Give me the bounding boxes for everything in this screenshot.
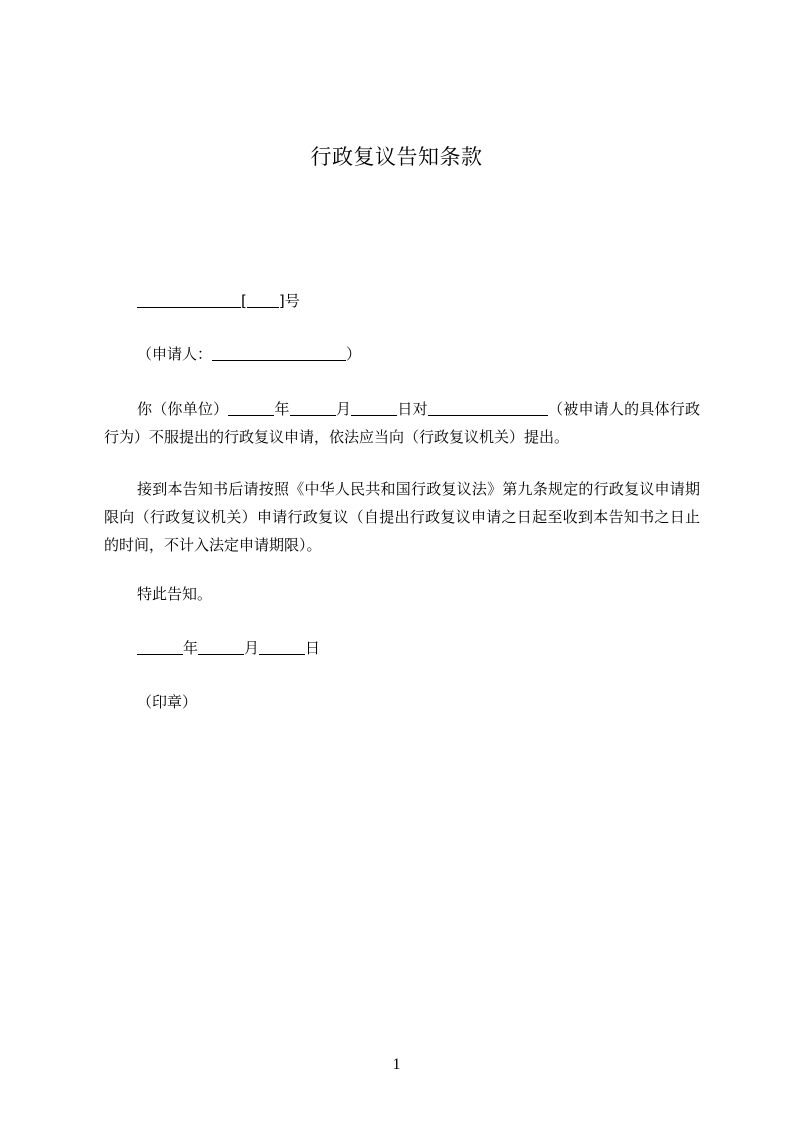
applicant-suffix: ）: [346, 345, 362, 363]
doc-number-year-blank: [247, 291, 279, 308]
applicant-prefix: （申请人：: [137, 345, 213, 363]
date-line: [104, 634, 737, 662]
date-day-blank: [259, 638, 305, 655]
year-label: 年: [274, 400, 290, 418]
year-blank: [228, 399, 274, 416]
paragraph-notice-part-2: （被申请人的具体行政行为）不服提出的行政复议申请，依法应当向（行政复议机关）提出。: [104, 400, 700, 446]
date-year-label: 年: [183, 639, 199, 657]
doc-number-close-bracket: ]: [278, 292, 285, 310]
day-label: 日对: [397, 400, 428, 418]
doc-number-suffix: 号: [284, 292, 300, 310]
paragraph-notice: [104, 395, 700, 451]
respondent-action-blank: [428, 399, 548, 416]
document-title: 行政复议告知条款: [310, 145, 483, 169]
doc-number-open-bracket: [: [241, 292, 247, 310]
page-number: 1: [392, 1056, 401, 1073]
applicant-line: [104, 340, 737, 368]
date-month-blank: [198, 638, 244, 655]
paragraph-notice-part-1: 你（你单位）: [137, 400, 229, 418]
paragraph-instructions: 接到本告知书后请按照《中华人民共和国行政复议法》第九条规定的行政复议申请期限向（行政复议机关）申请行政复议（自提出行政复议申请之日起至收到本告知书之日止的时间，不计入法定申请期限）。: [104, 480, 700, 554]
applicant-name-blank: [212, 344, 346, 361]
document-number-line: [104, 287, 737, 315]
date-month-label: 月: [244, 639, 260, 657]
date-day-label: 日: [305, 639, 321, 657]
month-blank: [290, 399, 336, 416]
month-label: 月: [335, 400, 352, 418]
day-blank: [351, 399, 397, 416]
seal-placeholder: （印章）: [137, 693, 198, 711]
doc-number-prefix-blank: [137, 291, 241, 308]
closing-statement: 特此告知。: [137, 585, 213, 603]
date-year-blank: [137, 638, 183, 655]
